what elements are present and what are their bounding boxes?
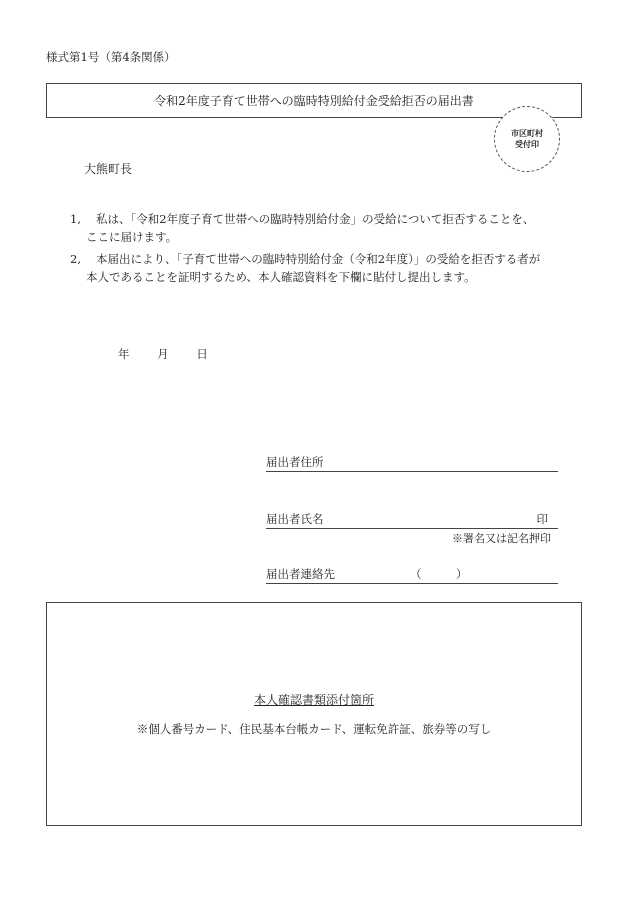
clause-continuation: 本人であることを証明するため、本人確認資料を下欄に貼付し提出します。: [86, 270, 476, 284]
reception-stamp-circle: [494, 106, 560, 172]
stamp-line1: 市区町村: [511, 129, 543, 138]
contact-paren-close: ）: [456, 567, 468, 581]
clause-2: [70, 250, 580, 286]
document-title: 令和2年度子育て世帯への臨時特別給付金受給拒否の届出書: [154, 94, 474, 108]
date-day: 日: [196, 347, 208, 361]
address-label: 届出者住所: [266, 455, 324, 469]
signature-note: ※署名又は記名押印: [452, 532, 551, 545]
name-label: 届出者氏名: [266, 512, 324, 526]
stamp-line2: 受付印: [515, 140, 539, 149]
contact-label: 届出者連絡先: [266, 567, 335, 581]
address-field[interactable]: [266, 454, 558, 472]
name-field[interactable]: [266, 511, 558, 529]
clause-1: [70, 210, 570, 246]
id-document-attachment-area: [46, 602, 582, 826]
addressee: 大熊町長: [84, 162, 133, 176]
clause-number: 1,: [70, 212, 81, 226]
clause-text: 私は、「令和2年度子育て世帯への臨時特別給付金」の受給について拒否することを、: [96, 212, 535, 226]
date-year: 年: [118, 347, 130, 361]
contact-field[interactable]: [266, 566, 558, 584]
attachment-title: 本人確認書類添付箇所: [253, 693, 374, 707]
seal-mark: 印: [536, 512, 548, 526]
clause-text: 本届出により、「子育て世帯への臨時特別給付金（令和2年度）」の受給を拒否する者が: [96, 252, 541, 266]
date-line: [118, 346, 232, 362]
date-month: 月: [157, 347, 169, 361]
clause-continuation: ここに届けます。: [86, 230, 178, 244]
attachment-title-row: [47, 691, 581, 708]
attachment-note: ※個人番号カード、住民基本台帳カード、運転免許証、旅券等の写し: [136, 722, 492, 736]
clause-number: 2,: [70, 252, 81, 266]
contact-paren-open: （: [410, 567, 422, 581]
document-title-box: [46, 83, 582, 118]
form-number: 様式第1号（第4条関係）: [46, 50, 176, 64]
